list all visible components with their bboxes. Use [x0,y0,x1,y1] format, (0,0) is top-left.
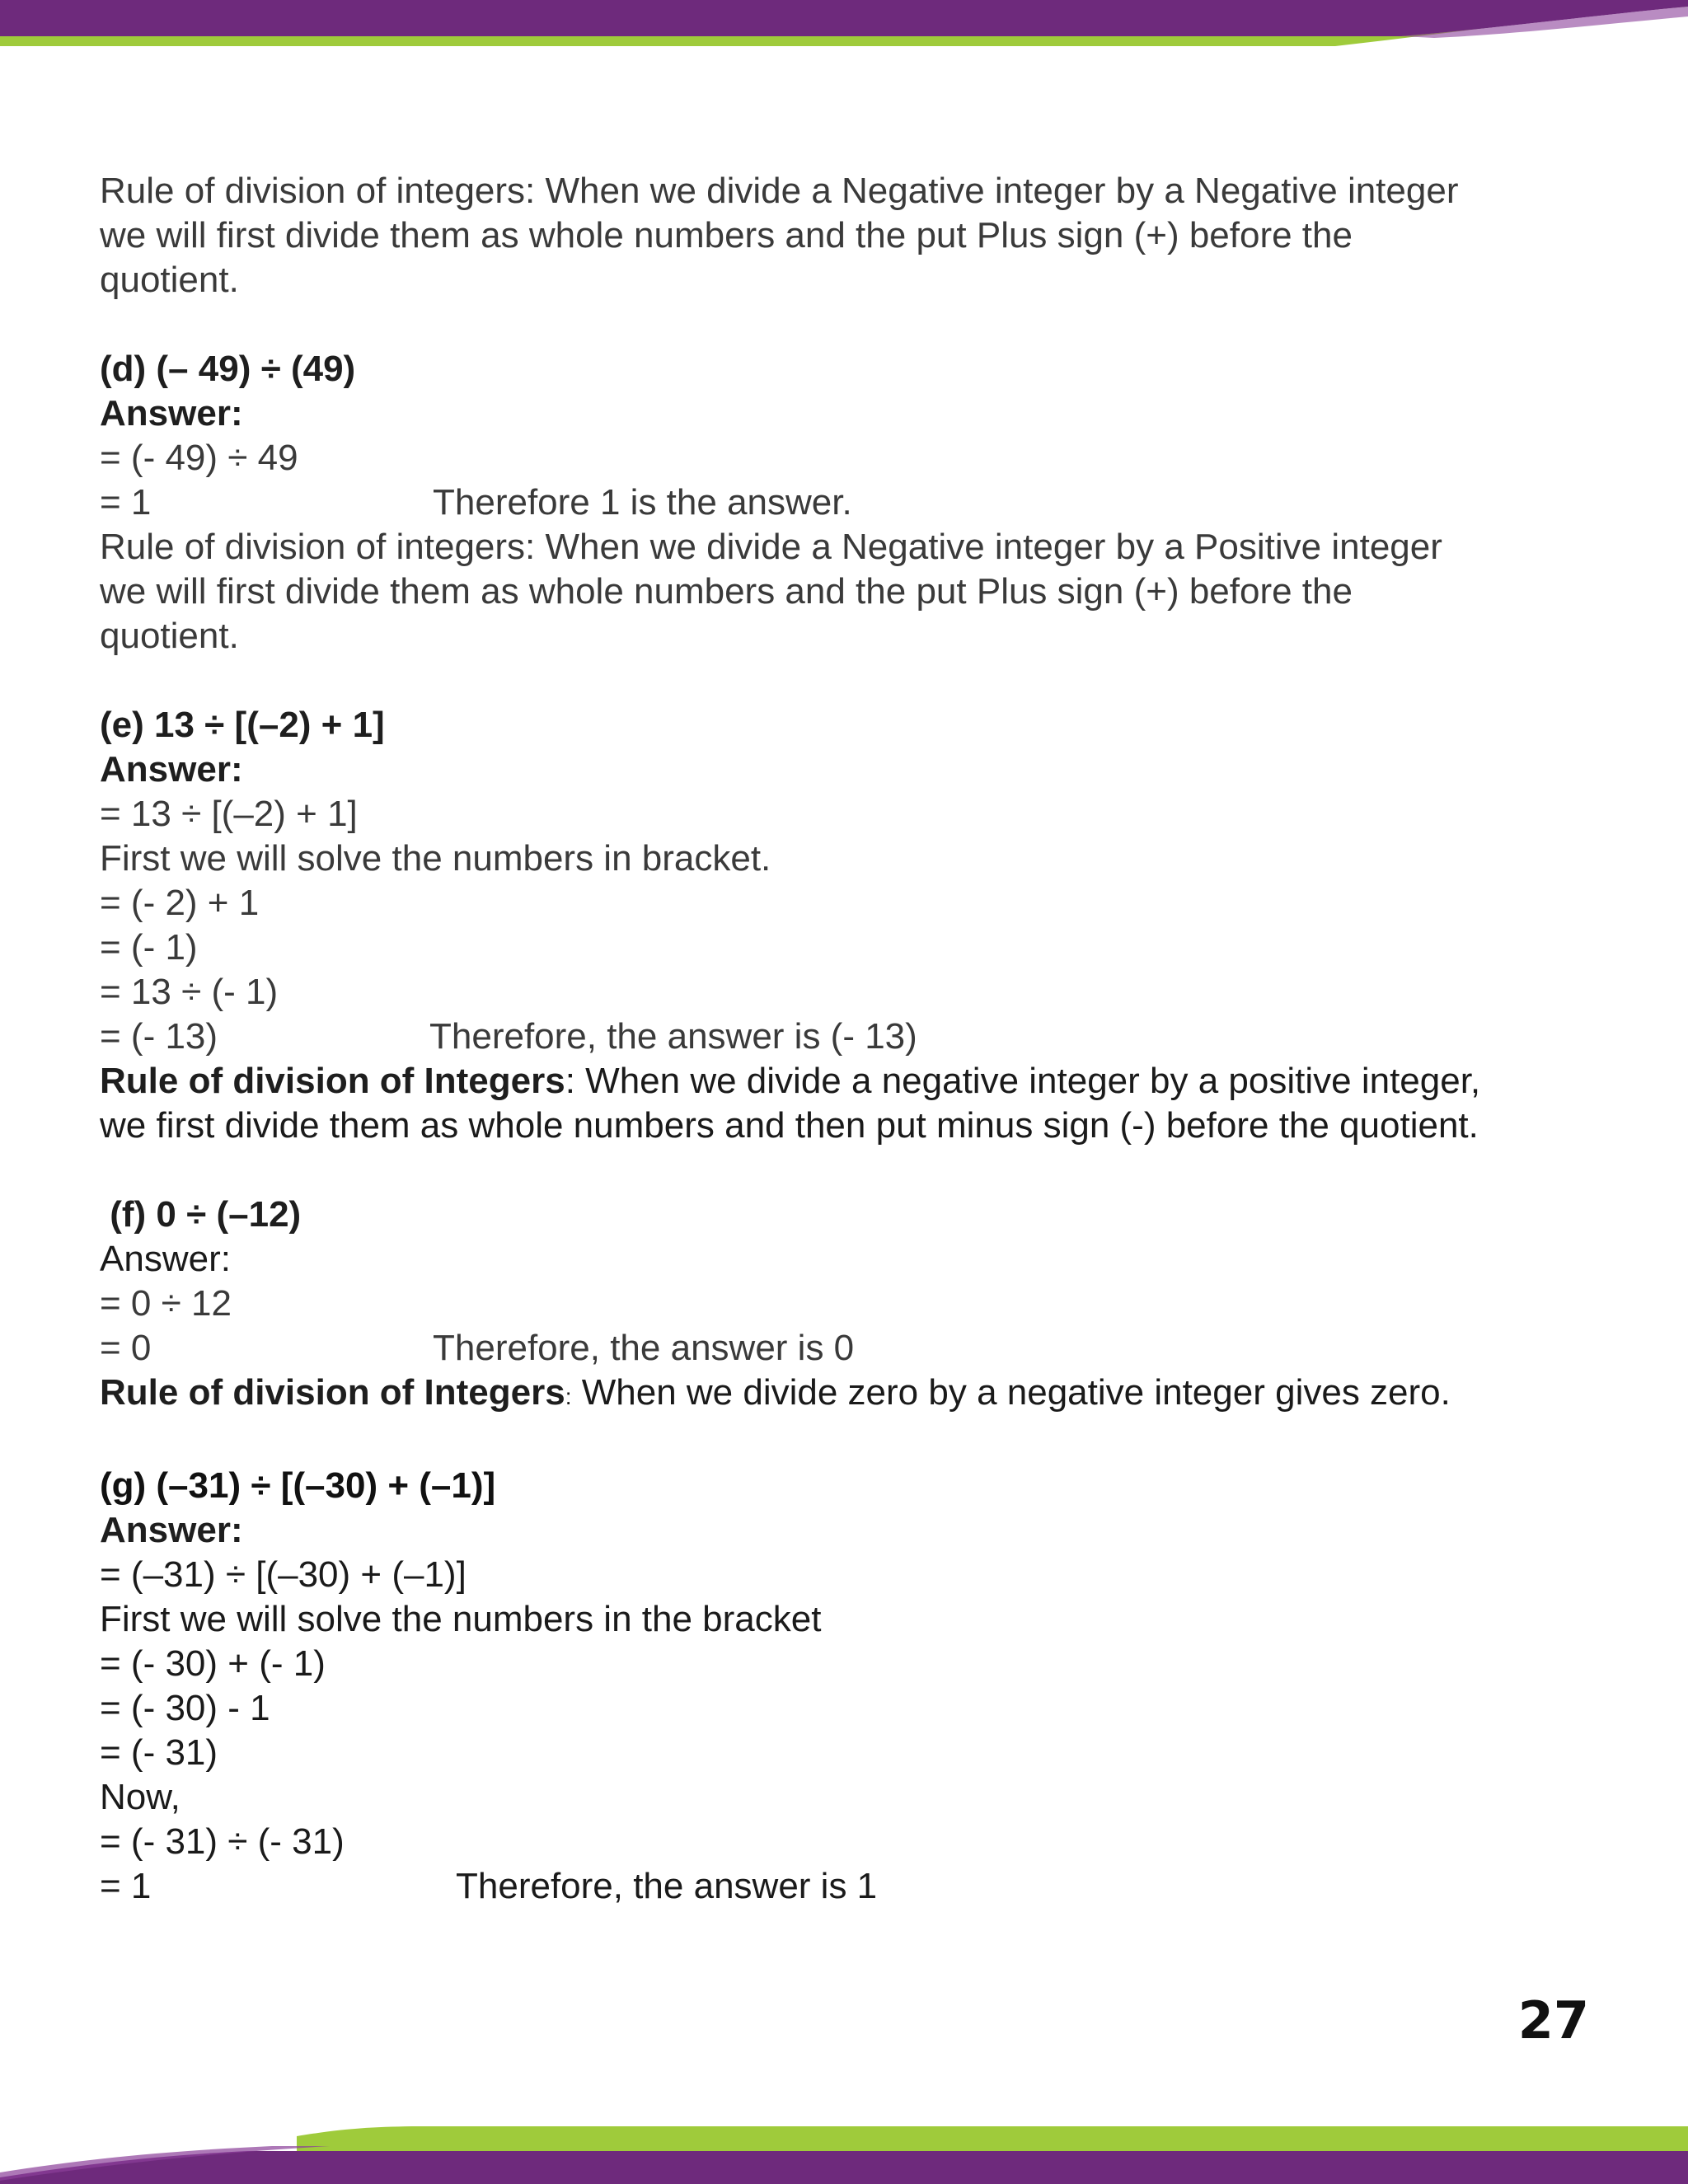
rule-line [100,1371,1583,1419]
solution-step: = 13 ÷ [(–2) + 1] [100,794,358,834]
question-title: (e) 13 ÷ [(–2) + 1] [100,705,385,745]
solution-step: = (–31) ÷ [(–30) + (–1)] [100,1554,467,1595]
solution-step: = (- 2) + 1 [100,883,260,923]
result-value: = (- 13) [100,1016,218,1057]
solution-step: = (- 31) ÷ (- 31) [100,1821,345,1862]
solution-result [100,1015,1583,1059]
solution-result [100,480,1583,525]
rule-line: quotient. [100,616,239,656]
rule-line: we will first divide them as whole numbers and the put Plus sign (+) before the [100,571,1353,612]
result-note: Therefore, the answer is 1 [456,1866,878,1906]
rule-colon: : [565,1384,572,1409]
rule-text: : When we divide a negative integer by a positive integer, [565,1061,1481,1101]
rule-line: we first divide them as whole numbers and then put minus sign (-) before the quotient. [100,1105,1479,1146]
solution-result [100,1864,1583,1909]
result-note: Therefore 1 is the answer. [433,482,852,523]
solution-step: = (- 49) ÷ 49 [100,438,298,478]
rule-label: Rule of division of Integers [100,1372,565,1413]
rule-line: Rule of division of integers: When we divide a Negative integer by a Positive integer [100,527,1442,567]
question-title: (f) 0 ÷ (–12) [100,1194,302,1235]
rule-line: we will first divide them as whole numbers and the put Plus sign (+) before the [100,215,1353,255]
result-value: = 1 [100,482,152,523]
solution-note: First we will solve the numbers in the bracket [100,1599,822,1639]
result-note: Therefore, the answer is 0 [433,1328,855,1368]
answer-label: Answer: [100,749,243,790]
result-note: Therefore, the answer is (- 13) [429,1016,917,1057]
solution-note: Now, [100,1777,181,1817]
solution-step: = (- 30) + (- 1) [100,1643,326,1684]
result-value: = 1 [100,1866,152,1906]
question-title: (g) (–31) ÷ [(–30) + (–1)] [100,1465,496,1506]
question-title: (d) (– 49) ÷ (49) [100,349,356,389]
solution-step: = 13 ÷ (- 1) [100,972,279,1012]
rule-line: Rule of division of integers: When we divide a Negative integer by a Negative integer [100,171,1459,211]
solution-result [100,1326,1583,1371]
solution-step: = (- 1) [100,927,198,968]
document-body [100,169,1583,1909]
answer-label: Answer: [100,1239,231,1279]
solution-note: First we will solve the numbers in bracket. [100,838,771,879]
solution-step: = (- 30) - 1 [100,1688,270,1728]
header-decoration [0,0,1688,66]
answer-label: Answer: [100,393,243,434]
rule-line: quotient. [100,260,239,300]
solution-step: = (- 31) [100,1732,218,1773]
answer-label: Answer: [100,1510,243,1550]
rule-label: Rule of division of Integers [100,1061,565,1101]
solution-step: = 0 ÷ 12 [100,1283,232,1324]
page-number: 27 [1517,1990,1589,2050]
rule-line [100,1059,1583,1104]
result-value: = 0 [100,1328,152,1368]
rule-text: When we divide zero by a negative integer gives zero. [571,1372,1451,1413]
footer-decoration [0,2118,1688,2184]
